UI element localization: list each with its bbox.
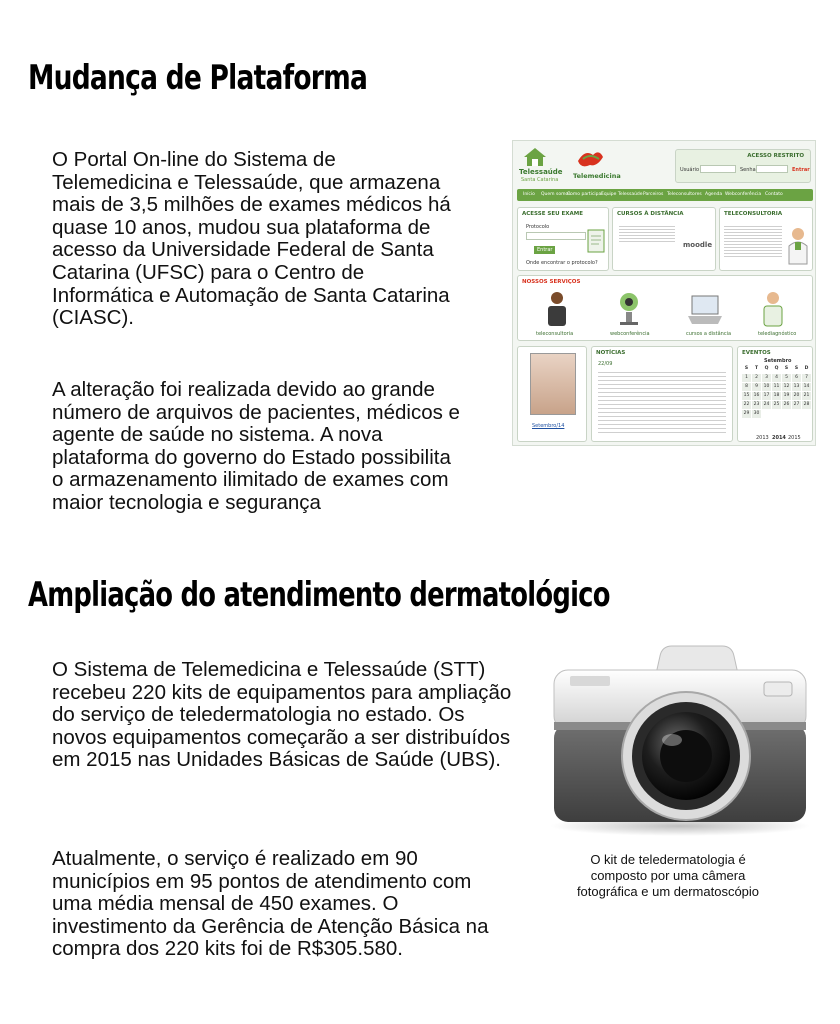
calendar-day[interactable]: 21	[803, 393, 810, 398]
section1-paragraph-1: O Portal On-line do Sistema de Telemedicina e Telessaúde, que armazena mais de 3,5 milhões de exames médicos há quase 10 anos, mudou sua plataforma de acesso da Universidade Federal de Santa Catarina (UFSC) para o Centro de Informática e Automação de Santa Catarina (CIASC).	[52, 148, 451, 330]
news-date: 22/09	[598, 361, 613, 367]
password-label: Senha	[740, 167, 756, 173]
telemedicina-logo: Telemedicina	[573, 172, 621, 180]
calendar-day[interactable]: 18	[773, 393, 780, 398]
section1-paragraph-2: A alteração foi realizada devido ao grande número de arquivos de pacientes, médicos e agente de saúde no sistema. A nova plataforma do governo do Estado possibilita o armazenamento ilimitado de exames com maior tecnologia e segurança	[52, 378, 460, 514]
calendar-day[interactable]: 14	[803, 384, 810, 389]
calendar-day[interactable]: 25	[773, 402, 780, 407]
calendar-day[interactable]: 2	[752, 374, 761, 382]
calendar-month: Setembro	[764, 358, 792, 364]
calendar-day[interactable]: 13	[793, 384, 800, 389]
calendar-day[interactable]: 24	[763, 402, 770, 407]
login-enter-button[interactable]: Entrar	[792, 167, 810, 173]
nav-item[interactable]: Parceiros	[643, 192, 664, 197]
portal-nav	[517, 189, 813, 201]
protocol-label: Protocolo	[526, 224, 550, 230]
calendar-year[interactable]: 2015	[788, 435, 801, 441]
calendar-weekday: Q	[772, 365, 781, 373]
calendar-day[interactable]: 19	[783, 393, 790, 398]
tele-text-block	[724, 224, 782, 258]
courses-text-block	[619, 224, 675, 244]
nav-item[interactable]: Equipe Telessaúde	[601, 192, 643, 197]
calendar-day[interactable]: 15	[743, 393, 750, 398]
courses-box-title: CURSOS À DISTÂNCIA	[617, 211, 684, 217]
calendar-day[interactable]: 29	[743, 411, 750, 416]
service-label[interactable]: cursos a distância	[686, 331, 732, 337]
calendar-day[interactable]: 7	[802, 374, 811, 382]
news-title: NOTÍCIAS	[596, 350, 626, 356]
calendar-day[interactable]: 10	[763, 384, 770, 389]
nav-item[interactable]: Como participar	[567, 192, 604, 197]
events-title: EVENTOS	[742, 350, 771, 356]
calendar-day[interactable]: 4	[772, 374, 781, 382]
exam-box-title: ACESSE SEU EXAME	[522, 211, 583, 217]
moodle-logo: moodle	[683, 241, 713, 249]
calendar-weekday: D	[802, 365, 811, 373]
document-icon	[586, 228, 606, 254]
camera-icon	[540, 638, 820, 838]
services-title: NOSSOS SERVIÇOS	[522, 279, 581, 285]
calendar-day[interactable]: 16	[753, 393, 760, 398]
calendar-day[interactable]: 22	[743, 402, 750, 407]
nav-item[interactable]: Início	[523, 192, 535, 197]
calendar-weekday: S	[792, 365, 801, 373]
calendar-day[interactable]: 26	[783, 402, 790, 407]
calendar-weekday: T	[752, 365, 761, 373]
telemedicina-logo-icon	[575, 147, 605, 169]
calendar-year[interactable]: 2013	[756, 435, 769, 441]
house-logo-icon	[523, 147, 547, 167]
service-label[interactable]: webconferência	[610, 331, 650, 337]
calendar-day[interactable]: 28	[803, 402, 810, 407]
exam-enter-button[interactable]: Entrar	[534, 246, 555, 254]
camera-caption: O kit de teledermatologia é composto por uma câmera fotográfica e um dermatoscópio	[576, 852, 760, 899]
telessaude-logo: Telessaúde	[519, 168, 563, 176]
nav-item[interactable]: Agenda	[705, 192, 723, 197]
password-input[interactable]	[756, 165, 788, 173]
telediagnostico-icon	[758, 290, 788, 328]
service-label[interactable]: teleconsultoria	[536, 331, 574, 337]
news-text-block	[598, 369, 726, 435]
section2-paragraph-1: O Sistema de Telemedicina e Telessaúde (STT) recebeu 220 kits de equipamentos para ampliação do serviço de teledermatologia no estado. Os novos equipamentos começarão a ser distribuídos em 2015 nas Unidades Básicas de Saúde (UBS).	[52, 658, 512, 772]
calendar-day[interactable]: 9	[752, 383, 761, 391]
teleconsultoria-icon	[542, 290, 572, 328]
portal-screenshot	[512, 140, 816, 446]
calendar-year[interactable]: 2014	[772, 435, 786, 441]
telessaude-logo-sub: Santa Catarina	[521, 177, 559, 183]
calendar-day[interactable]: 3	[762, 374, 771, 382]
calendar-weekday: S	[782, 365, 791, 373]
calendar-day[interactable]: 1	[742, 374, 751, 382]
calendar-day[interactable]: 20	[793, 393, 800, 398]
calendar-weekday: S	[742, 365, 751, 373]
laptop-icon	[688, 292, 722, 328]
calendar-day[interactable]: 17	[763, 393, 770, 398]
calendar-day[interactable]: 6	[792, 374, 801, 382]
tele-box-title: TELECONSULTORIA	[724, 211, 783, 217]
calendar-day[interactable]: 8	[742, 383, 751, 391]
service-label[interactable]: telediagnóstico	[758, 331, 797, 337]
nav-item[interactable]: Contato	[765, 192, 783, 197]
nav-item[interactable]: Quem somos	[541, 192, 571, 197]
calendar-day[interactable]: 12	[783, 384, 790, 389]
calendar-day[interactable]: 23	[753, 402, 760, 407]
protocol-input[interactable]	[526, 232, 586, 240]
calendar-grid	[742, 365, 811, 418]
doctor-icon	[786, 226, 810, 266]
exam-help-link[interactable]: Onde encontrar o protocolo?	[526, 260, 598, 266]
poster-link[interactable]: Setembro/14	[532, 423, 565, 429]
section1-title: Mudança de Plataforma	[28, 58, 368, 98]
calendar-day[interactable]: 30	[753, 411, 760, 416]
user-input[interactable]	[700, 165, 736, 173]
poster-thumbnail	[530, 353, 576, 415]
nav-item[interactable]: Webconferência	[725, 192, 762, 197]
restricted-access-label: ACESSO RESTRITO	[747, 153, 804, 159]
calendar-day[interactable]: 11	[773, 384, 780, 389]
calendar-day[interactable]: 27	[793, 402, 800, 407]
user-label: Usuário	[680, 167, 700, 173]
nav-item[interactable]: Teleconsultores	[667, 192, 702, 197]
calendar-weekday: Q	[762, 365, 771, 373]
webconferencia-icon	[614, 290, 644, 328]
calendar-day[interactable]: 5	[782, 374, 791, 382]
section2-paragraph-2: Atualmente, o serviço é realizado em 90 municípios em 95 pontos de atendimento com uma média mensal de 450 exames. O investimento da Gerência de Atenção Básica na compra dos 220 kits foi de R$305.580.	[52, 847, 489, 961]
section2-title: Ampliação do atendimento dermatológico	[28, 575, 610, 615]
